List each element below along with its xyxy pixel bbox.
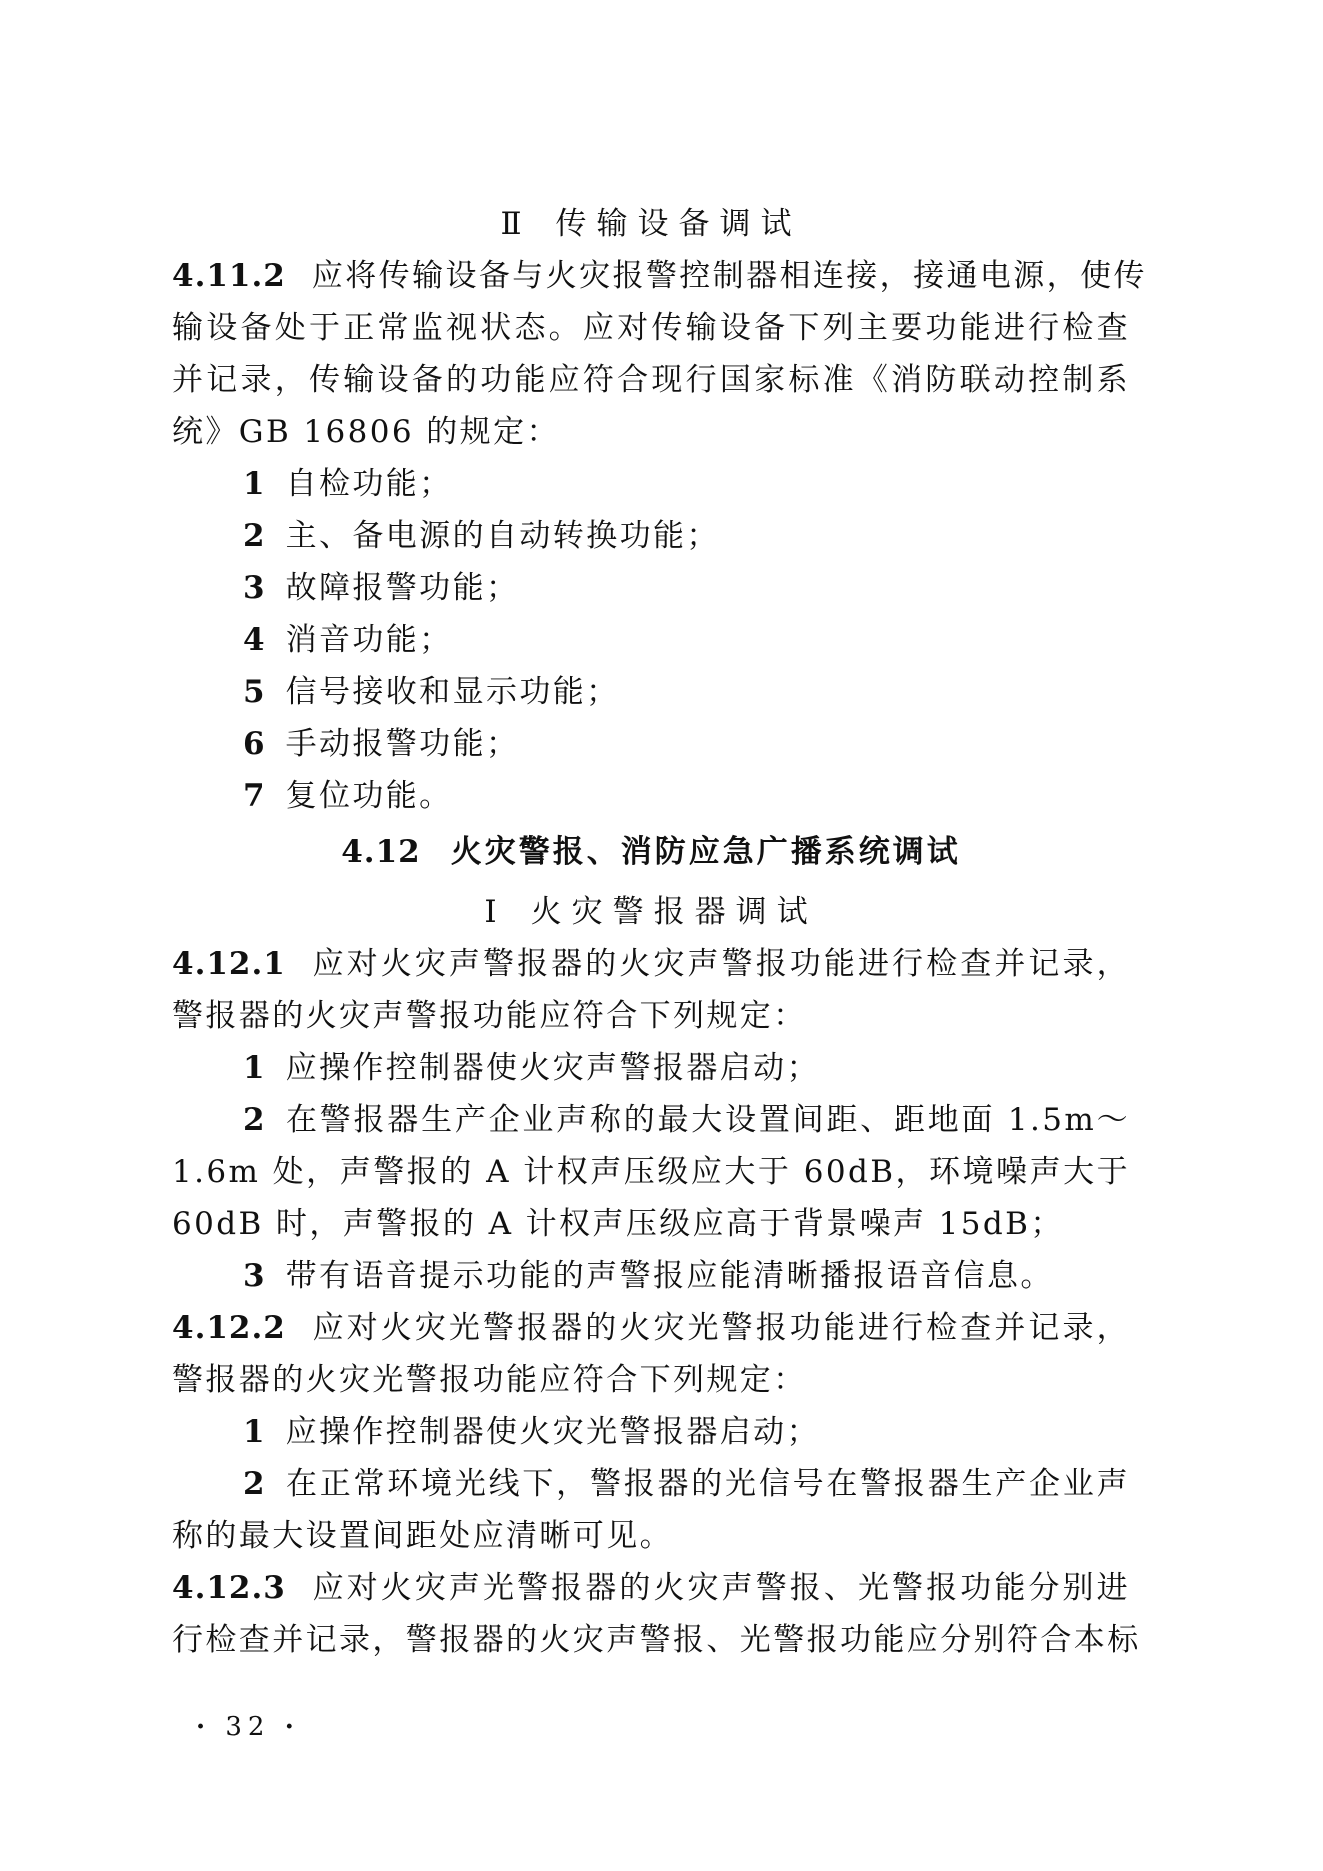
clause-4-11-2 [172,250,1147,822]
item-number: 6 [243,726,266,762]
list-item [172,1458,1130,1510]
page-number [196,1712,300,1742]
item-text: 自检功能； [285,466,453,502]
clause-number: 4.12.1 [172,946,286,982]
item-number: 3 [243,570,266,606]
page-number-value: 32 [225,1712,271,1742]
clause-line [172,250,1147,302]
subsection-roman-numeral: Ⅰ [484,894,497,930]
clause-4-12-3 [172,1562,1141,1666]
item-text: 在正常环境光线下，警报器的光信号在警报器生产企业声 [285,1466,1130,1502]
subsection-heading-2 [172,198,1130,250]
list-item [172,562,1130,614]
item-text: 应操作控制器使火灾声警报器启动； [285,1050,820,1086]
item-number: 2 [243,1102,266,1138]
clause-line: 称的最大设置间距处应清晰可见。 [172,1518,673,1554]
item-number: 1 [243,1414,266,1450]
list-item [172,718,1130,770]
clause-line: 行检查并记录，警报器的火灾声警报、光警报功能应分别符合本标 [172,1622,1141,1658]
section-heading-4-12 [172,826,1130,878]
clause-line: 警报器的火灾光警报功能应符合下列规定： [172,1362,807,1398]
clause-line [172,1562,1130,1614]
item-number: 2 [243,1466,266,1502]
item-text: 故障报警功能； [285,570,520,606]
list-item [172,1250,1130,1302]
item-text: 手动报警功能； [285,726,520,762]
item-text: 消音功能； [285,622,453,658]
clause-number: 4.12.3 [172,1570,286,1606]
clause-line: 输设备处于正常监视状态。应对传输设备下列主要功能进行检查 [172,310,1130,346]
list-item [172,614,1130,666]
clause-text: 应对火灾光警报器的火灾光警报功能进行检查并记录， [311,1310,1130,1346]
clause-text: 应对火灾声光警报器的火灾声警报、光警报功能分别进 [311,1570,1130,1606]
subsection-roman-numeral: Ⅱ [500,206,522,242]
page-number-dot: · [196,1712,212,1742]
list-item [172,1042,1130,1094]
subsection-heading-1 [172,886,1130,938]
subsection-title: 火灾警报器调试 [530,894,818,930]
item-number: 1 [243,466,266,502]
clause-text: 应对火灾声警报器的火灾声警报功能进行检查并记录， [311,946,1130,982]
clause-number: 4.11.2 [172,258,286,294]
item-text: 复位功能。 [285,778,453,814]
item-text: 带有语音提示功能的声警报应能清晰播报语音信息。 [285,1258,1054,1294]
item-number: 5 [243,674,266,710]
clause-line [172,1302,1130,1354]
page-body [172,198,1147,1666]
list-item [172,1094,1130,1146]
clause-line: 统》GB 16806 的规定： [172,414,560,450]
section-number: 4.12 [341,834,421,870]
item-text: 应操作控制器使火灾光警报器启动； [285,1414,820,1450]
list-item [172,770,1130,822]
item-number: 3 [243,1258,266,1294]
item-text: 主、备电源的自动转换功能； [285,518,720,554]
clause-line: 60dB 时，声警报的 A 计权声压级应高于背景噪声 15dB； [172,1206,1064,1242]
list-item [172,458,1130,510]
item-number: 2 [243,518,266,554]
clause-line: 警报器的火灾声警报功能应符合下列规定： [172,998,807,1034]
clause-number: 4.12.2 [172,1310,286,1346]
clause-line: 并记录，传输设备的功能应符合现行国家标准《消防联动控制系 [172,362,1130,398]
clause-line [172,938,1130,990]
subsection-title: 传输设备调试 [555,206,802,242]
clause-4-12-1 [172,938,1130,1302]
item-number: 1 [243,1050,266,1086]
list-item [172,666,1130,718]
list-item [172,1406,1130,1458]
item-text: 信号接收和显示功能； [285,674,620,710]
item-text: 在警报器生产企业声称的最大设置间距、距地面 1.5m～ [285,1102,1130,1138]
clause-text: 应将传输设备与火灾报警控制器相连接，接通电源，使传 [311,258,1147,294]
item-number: 7 [243,778,266,814]
list-item [172,510,1130,562]
clause-4-12-2 [172,1302,1130,1562]
page-number-dot: · [284,1712,300,1742]
clause-line: 1.6m 处，声警报的 A 计权声压级应大于 60dB，环境噪声大于 [172,1154,1130,1190]
item-number: 4 [243,622,266,658]
section-title: 火灾警报、消防应急广播系统调试 [450,834,961,870]
